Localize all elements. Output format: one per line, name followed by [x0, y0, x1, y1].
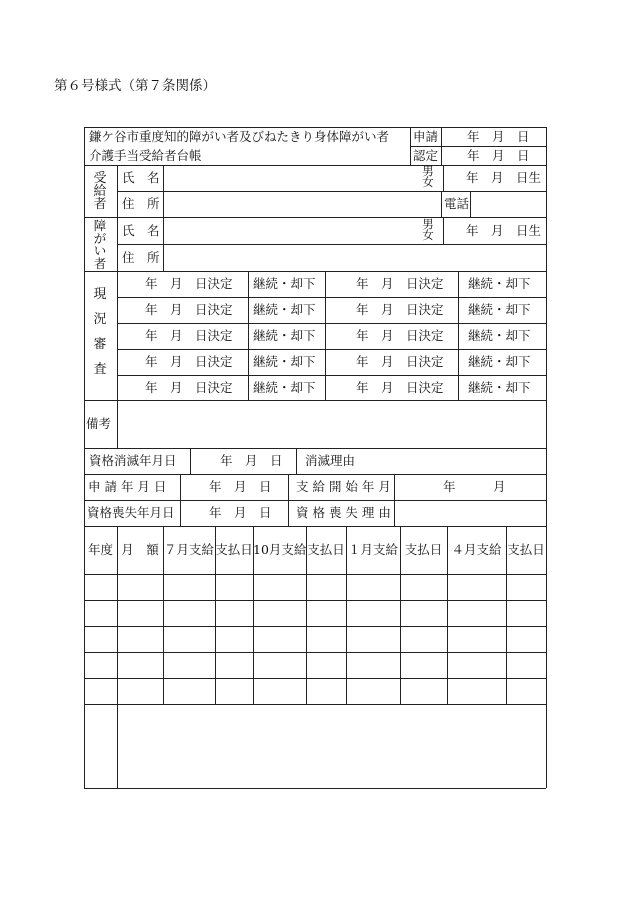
review-choice-right-2: 継続・却下: [468, 302, 531, 317]
review-decision-right-1: 年 月 日決定: [356, 276, 444, 291]
disabled-side-label: 障 が い 者: [93, 218, 107, 271]
review-decision-left-1: 年 月 日決定: [145, 276, 233, 291]
lapse-date-label: 資格喪失年月日: [87, 505, 175, 520]
form-number: 第６号様式（第７条関係）: [54, 78, 216, 94]
review-decision-left-4: 年 月 日決定: [145, 354, 233, 369]
review-choice-right-3: 継続・却下: [468, 328, 531, 343]
review-decision-right-2: 年 月 日決定: [356, 302, 444, 317]
review-choice-left-2: 継続・却下: [253, 302, 316, 317]
remarks-label: 備考: [86, 416, 112, 431]
apply-date-label: 申 請 年 月 日: [88, 479, 167, 494]
payment-header-4: 支払日: [215, 542, 253, 557]
ledger-title-line1: 鎌ケ谷市重度知的障がい者及びねたきり身体障がい者: [89, 129, 390, 144]
lapse-date-value: 年 月 日: [209, 505, 272, 520]
recipient-address-label: 住 所: [122, 196, 160, 211]
approve-label: 認定: [413, 148, 439, 163]
review-decision-left-5: 年 月 日決定: [145, 380, 233, 395]
review-decision-right-3: 年 月 日決定: [356, 328, 444, 343]
disabled-birth: 年 月 日生: [466, 223, 542, 238]
review-side-label: 現 況 審 査: [93, 287, 107, 377]
payment-header-7: １月支給: [347, 542, 398, 557]
ledger-title-line2: 介護手当受給者台帳: [89, 148, 202, 163]
start-label: 支 給 開 始 年 月: [296, 479, 391, 494]
recipient-birth: 年 月 日生: [466, 170, 542, 185]
review-choice-right-5: 継続・却下: [468, 380, 531, 395]
payment-header-5: 10月支給: [253, 542, 307, 557]
apply-label: 申請: [413, 129, 439, 144]
review-decision-right-4: 年 月 日決定: [356, 354, 444, 369]
loss-reason-label: 消滅理由: [305, 453, 356, 468]
payment-header-3: ７月支給: [163, 542, 214, 557]
lapse-reason-label: 資 格 喪 失 理 由: [296, 505, 391, 520]
payment-header-8: 支払日: [404, 542, 443, 557]
disabled-address-label: 住 所: [122, 250, 160, 265]
disabled-name-label: 氏 名: [122, 223, 160, 238]
apply-date: 年 月 日: [467, 129, 530, 144]
loss-date-value: 年 月 日: [220, 453, 283, 468]
payment-header-2: 月 額: [121, 542, 159, 557]
loss-date-label: 資格消滅年月日: [89, 453, 177, 468]
apply-date-value: 年 月 日: [209, 479, 272, 494]
recipient-side-label: 受 給 者: [93, 171, 107, 212]
payment-header-10: 支払日: [507, 542, 545, 557]
review-decision-right-5: 年 月 日決定: [356, 380, 444, 395]
review-choice-left-1: 継続・却下: [253, 276, 316, 291]
review-decision-left-2: 年 月 日決定: [145, 302, 233, 317]
payment-header-1: 年度: [87, 542, 113, 557]
review-choice-left-4: 継続・却下: [253, 354, 316, 369]
start-value: 年 月: [443, 479, 506, 494]
approve-date: 年 月 日: [467, 148, 530, 163]
recipient-phone-label: 電話: [444, 196, 470, 211]
recipient-name-label: 氏 名: [122, 170, 160, 185]
payment-header-9: ４月支給: [451, 542, 502, 557]
review-choice-left-3: 継続・却下: [253, 328, 316, 343]
review-choice-right-4: 継続・却下: [468, 354, 531, 369]
payment-header-6: 支払日: [307, 542, 345, 557]
review-choice-right-1: 継続・却下: [468, 276, 531, 291]
review-decision-left-3: 年 月 日決定: [145, 328, 233, 343]
recipient-sex: 男 女: [422, 164, 434, 189]
review-choice-left-5: 継続・却下: [253, 380, 316, 395]
disabled-sex: 男 女: [422, 217, 434, 242]
